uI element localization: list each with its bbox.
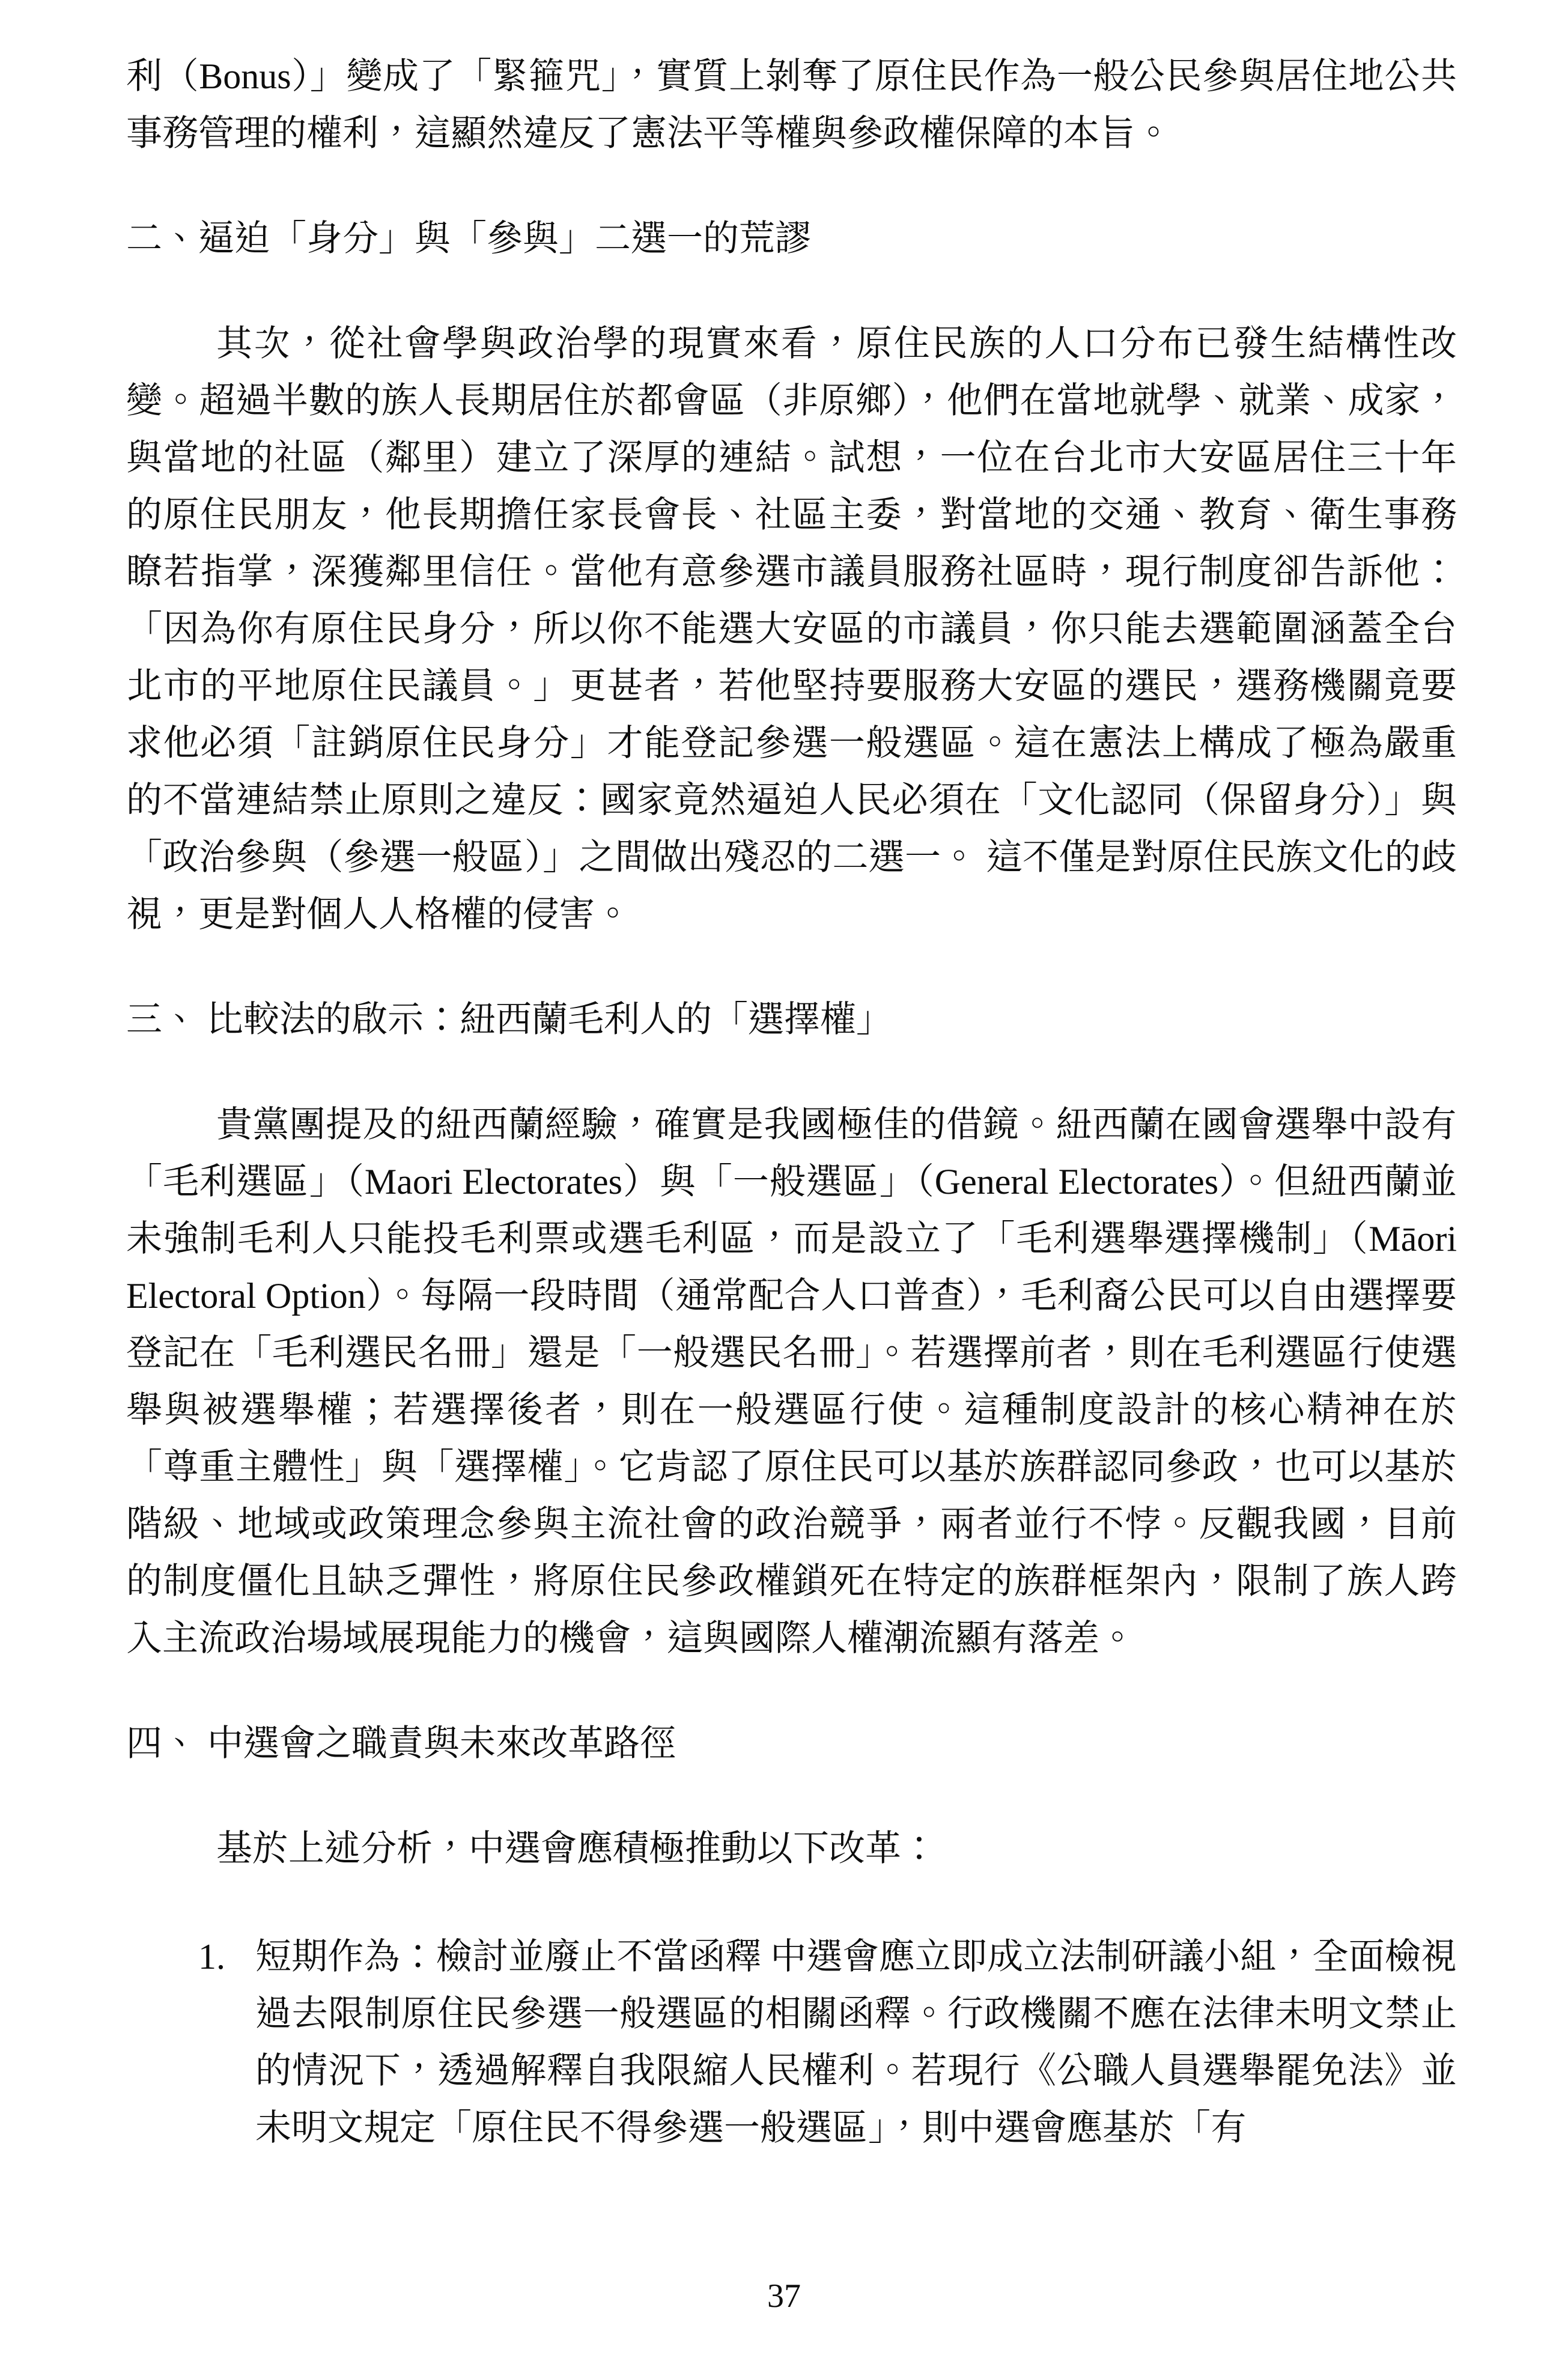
list-item-text: 短期作為：檢討並廢止不當函釋 中選會應立即成立法制研議小組，全面檢視過去限制原住民參選一般選區的相關函釋。行政機關不應在法律未明文禁止的情況下，透過解釋自我限縮人民權利。若現行《公職人員選舉罷免法》並未明文規定「原住民不得參選一般選區」，則中選會應基於「有 <box>255 1937 1457 2148</box>
paragraph-section-3: 貴黨團提及的紐西蘭經驗，確實是我國極佳的借鏡。紐西蘭在國會選舉中設有「毛利選區」（Maori Electorates）與「一般選區」（General Electorates）。但紐西蘭並未強制毛利人只能投毛利票或選毛利區，而是設立了「毛利選舉選擇機制」（Māori Electoral Option）。每隔一段時間（通常配合人口普查），毛利裔公民可以自由選擇要登記在「毛利選民名冊」還是「一般選民名冊」。若選擇前者，則在毛利選區行使選舉與被選舉權；若選擇後者，則在一般選區行使。這種制度設計的核心精神在於「尊重主體性」與「選擇權」。它肯認了原住民可以基於族群認同參政，也可以基於階級、地域或政策理念參與主流社會的政治競爭，兩者並行不悖。反觀我國，目前的制度僵化且缺乏彈性，將原住民參政權鎖死在特定的族群框架內，限制了族人跨入主流政治場域展現能力的機會，這與國際人權潮流顯有落差。 <box>126 1105 1457 1658</box>
paragraph-continuation: 利（Bonus）」變成了「緊箍咒」，實質上剝奪了原住民作為一般公民參與居住地公共事務管理的權利，這顯然違反了憲法平等權與參政權保障的本旨。 <box>126 56 1457 153</box>
paragraph-section-2: 其次，從社會學與政治學的現實來看，原住民族的人口分布已發生結構性改變。超過半數的族人長期居住於都會區（非原鄉），他們在當地就學、就業、成家，與當地的社區（鄰里）建立了深厚的連結。試想，一位在台北市大安區居住三十年的原住民朋友，他長期擔任家長會長、社區主委，對當地的交通、教育、衛生事務瞭若指掌，深獲鄰里信任。當他有意參選市議員服務社區時，現行制度卻告訴他：「因為你有原住民身分，所以你不能選大安區的市議員，你只能去選範圍涵蓋全台北市的平地原住民議員。」更甚者，若他堅持要服務大安區的選民，選務機關竟要求他必須「註銷原住民身分」才能登記參選一般選區。這在憲法上構成了極為嚴重的不當連結禁止原則之違反：國家竟然逼迫人民必須在「文化認同（保留身分）」與「政治參與（參選一般區）」之間做出殘忍的二選一。 這不僅是對原住民族文化的歧視，更是對個人人格權的侵害。 <box>126 324 1457 934</box>
section-heading-3: 三、 比較法的啟示：紐西蘭毛利人的「選擇權」 <box>126 1000 892 1039</box>
paragraph-section-4-intro: 基於上述分析，中選會應積極推動以下改革： <box>216 1829 937 1868</box>
page-number: 37 <box>767 2277 801 2315</box>
section-heading-4: 四、 中選會之職責與未來改革路徑 <box>126 1724 676 1763</box>
numbered-list-item-1 <box>198 1928 1457 2157</box>
section-heading-2: 二、逼迫「身分」與「參與」二選一的荒謬 <box>126 219 811 258</box>
list-item-number: 1. <box>198 1937 225 1977</box>
